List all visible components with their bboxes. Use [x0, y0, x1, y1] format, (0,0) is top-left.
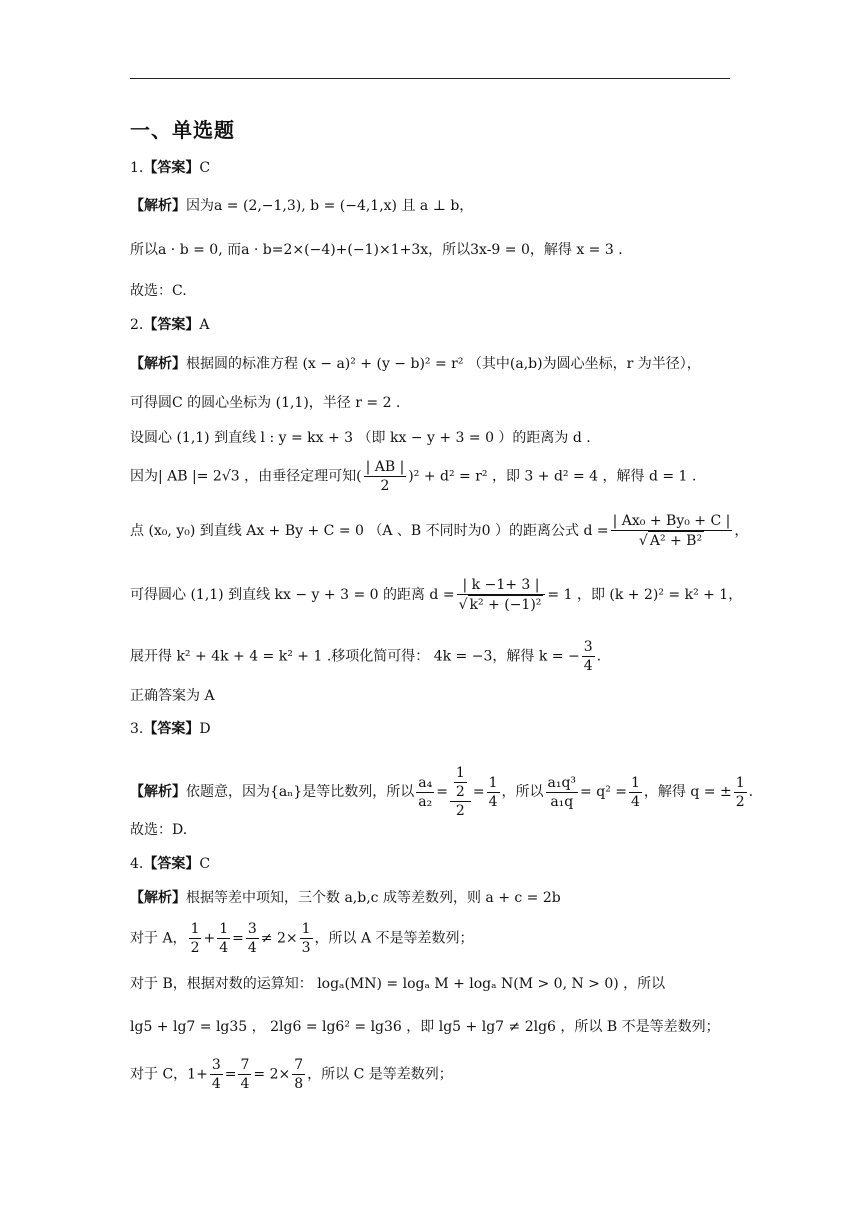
q2-analysis-4 — [130, 458, 696, 495]
q4-option-b-1: 对于 B，根据对数的运算知： logₐ(MN) = logₐ M + logₐ N(M > 0, N > 0) ，所以 — [130, 976, 666, 992]
header-rule — [130, 78, 730, 79]
q3-analysis-line — [130, 764, 753, 820]
fraction-numerator: 1 — [455, 765, 465, 781]
q4-option-b-2: lg5 + lg7 = lg35 ， 2lg6 = lg6² = lg36 ，即 lg5 + lg7 ≠ 2lg6 ，所以 B 不是等差数列； — [130, 1019, 720, 1035]
q3-fraction-quarter — [487, 774, 500, 811]
fraction-denominator: 4 — [240, 1076, 250, 1092]
q1-answer-line — [130, 158, 210, 178]
q2-analysis-6 — [130, 576, 742, 614]
fraction — [300, 920, 313, 957]
q3-fraction-q — [734, 774, 747, 811]
analysis-label: 【解析】 — [130, 784, 186, 800]
inner-fraction — [454, 764, 467, 801]
fraction-denominator: 4 — [211, 1076, 221, 1092]
fraction-denominator: 2 — [735, 793, 745, 810]
sqrt-radicand: k² + (−1)² — [469, 597, 542, 613]
q2-distance-fraction — [457, 576, 546, 614]
equals-sign: = — [472, 784, 485, 800]
q3-text-1a: 依题意，因为{aₙ}是等比数列，所以 — [186, 784, 415, 800]
equals-sign: = — [224, 1066, 237, 1083]
q3-answer: D — [199, 721, 211, 737]
q4-answer: C — [199, 856, 211, 872]
q3-text-1c: = q² = — [580, 784, 627, 800]
fraction-numerator: 3 — [583, 639, 593, 655]
q4-text-2a: 对于 A， — [130, 930, 187, 947]
fraction-denominator: √ k² + (−1)² — [458, 597, 542, 613]
analysis-label: 【解析】 — [130, 890, 186, 906]
fraction-denominator: a₂ — [418, 793, 433, 810]
analysis-label: 【解析】 — [130, 356, 186, 372]
fraction-numerator: 7 — [294, 1057, 304, 1073]
analysis-label: 【解析】 — [130, 198, 186, 214]
q2-analysis-line — [130, 354, 701, 374]
fraction-numerator: 1 — [190, 921, 200, 937]
fraction — [292, 1056, 305, 1093]
fraction-numerator: a₄ — [418, 774, 433, 791]
q2-text-4b: )² + d² = r² ，即 3 + d² = 4 ，解得 d = 1 . — [408, 468, 697, 485]
fraction-numerator — [450, 764, 471, 802]
equals-sign: = — [436, 784, 448, 800]
sqrt-radicand: A² + B² — [649, 533, 703, 549]
q4-text-5b: ，所以 C 是等差数列； — [307, 1066, 453, 1083]
q1-conclusion: 故选：C. — [130, 283, 187, 299]
q2-text-6b: = 1 ，即 (k + 2)² = k² + 1， — [547, 587, 743, 603]
fraction-numerator: 1 — [735, 774, 745, 791]
q4-number: 4. — [130, 856, 144, 872]
q2-analysis-7 — [130, 638, 601, 675]
fraction-denominator: 2 — [380, 478, 390, 494]
fraction — [246, 920, 259, 957]
plus-sign: + — [203, 930, 216, 947]
q2-conclusion: 正确答案为 A — [130, 688, 215, 704]
answer-label: 【答案】 — [143, 317, 200, 333]
q2-text-6a: 可得圆心 (1,1) 到直线 kx − y + 3 = 0 的距离 d = — [130, 587, 455, 603]
q3-text-1d: ，解得 q = ± — [643, 784, 732, 800]
fraction-numerator: | Ax₀ + By₀ + C | — [612, 513, 731, 529]
q2-distance-formula — [611, 512, 733, 550]
answer-label: 【答案】 — [143, 160, 200, 176]
fraction — [189, 920, 202, 957]
q3-fraction-q2 — [629, 774, 642, 811]
answer-label: 【答案】 — [143, 856, 200, 872]
q2-analysis-2: 可得圆C 的圆心坐标为 (1,1)，半径 r = 2 . — [130, 395, 401, 411]
q2-text-5b: ， — [734, 523, 749, 539]
fraction-numerator: 3 — [211, 1057, 221, 1073]
q2-k-fraction — [582, 638, 595, 675]
fraction-denominator: 2 — [455, 784, 465, 800]
fraction-denominator: √ A² + B² — [638, 533, 703, 549]
fraction-numerator: | AB | — [365, 459, 405, 475]
fraction — [238, 1056, 251, 1093]
q2-text-7a: 展开得 k² + 4k + 4 = k² + 1 .移项化简可得： 4k = −3，解得 k = − — [130, 648, 580, 665]
q1-analysis-2: 所以a · b = 0, 而a · b=2×(−4)+(−1)×1+3x，所以3x-9 = 0，解得 x = 3 . — [130, 242, 623, 258]
q1-analysis-1: 因为a = (2,−1,3), b = (−4,1,x) 且 a ⊥ b， — [186, 198, 474, 214]
fraction-numerator: 1 — [301, 921, 311, 937]
fraction-denominator: 4 — [247, 940, 257, 956]
q3-text-1b: ，所以 — [501, 784, 544, 800]
q2-fraction-ab — [364, 458, 407, 495]
q4-analysis-line — [130, 888, 561, 908]
q2-answer: A — [199, 317, 210, 333]
fraction-denominator: a₁q — [550, 793, 574, 810]
q4-option-c — [130, 1056, 453, 1093]
q4-text-5a: 对于 C，1+ — [130, 1066, 208, 1083]
q2-analysis-3: 设圆心 (1,1) 到直线 l : y = kx + 3 （即 kx − y + 3 = 0 ）的距离为 d . — [130, 430, 591, 446]
q2-text-5a: 点 (x₀, y₀) 到直线 Ax + By + C = 0 （A 、B 不同时为0 ）的距离公式 d = — [130, 523, 609, 539]
q3-compound-fraction — [450, 764, 471, 820]
fraction-numerator: 1 — [630, 774, 640, 791]
q2-text-7b: . — [596, 648, 602, 665]
fraction-denominator: 4 — [219, 940, 229, 956]
q4-answer-line — [130, 854, 210, 874]
section-title: 一、单选题 — [130, 118, 235, 142]
fraction — [217, 920, 230, 957]
q2-number: 2. — [130, 317, 144, 333]
q1-analysis-line — [130, 196, 473, 216]
not-equal-text: ≠ 2× — [260, 930, 298, 947]
fraction-numerator: a₁q³ — [547, 774, 577, 791]
q3-conclusion: 故选：D. — [130, 822, 188, 838]
fraction-denominator: 3 — [301, 940, 311, 956]
q2-text-4a: 因为| AB |= 2√3 ，由垂径定理可知( — [130, 468, 362, 485]
fraction-denominator: 4 — [630, 793, 640, 810]
fraction-denominator: 8 — [294, 1076, 304, 1092]
q3-fraction-a4-a2 — [416, 774, 434, 811]
times-text: = 2× — [253, 1066, 291, 1083]
fraction — [210, 1056, 223, 1093]
q3-fraction-ratio — [546, 774, 579, 811]
q1-number: 1. — [130, 160, 144, 176]
q4-option-a — [130, 920, 474, 957]
q4-analysis-1: 根据等差中项知，三个数 a,b,c 成等差数列，则 a + c = 2b — [186, 890, 561, 906]
fraction-denominator: 2 — [190, 940, 200, 956]
q4-text-2b: ，所以 A 不是等差数列； — [314, 930, 474, 947]
fraction-numerator: | k −1+ 3 | — [457, 576, 546, 595]
q3-answer-line — [130, 719, 211, 739]
q3-number: 3. — [130, 721, 144, 737]
fraction-numerator: 3 — [247, 921, 257, 937]
fraction-denominator: 2 — [455, 803, 465, 819]
q2-answer-line — [130, 315, 209, 335]
q1-answer: C — [199, 160, 211, 176]
fraction-numerator: 1 — [219, 921, 229, 937]
equals-sign: = — [232, 930, 244, 947]
fraction-denominator: 4 — [583, 658, 593, 674]
fraction-numerator: 1 — [488, 774, 498, 791]
fraction-numerator: 7 — [240, 1057, 250, 1073]
answer-label: 【答案】 — [143, 721, 200, 737]
q2-analysis-5 — [130, 512, 748, 550]
fraction-denominator: 4 — [488, 793, 498, 810]
q3-text-1e: . — [748, 784, 754, 800]
q2-analysis-1: 根据圆的标准方程 (x − a)² + (y − b)² = r² （其中(a,b)为圆心坐标，r 为半径）， — [186, 356, 701, 372]
